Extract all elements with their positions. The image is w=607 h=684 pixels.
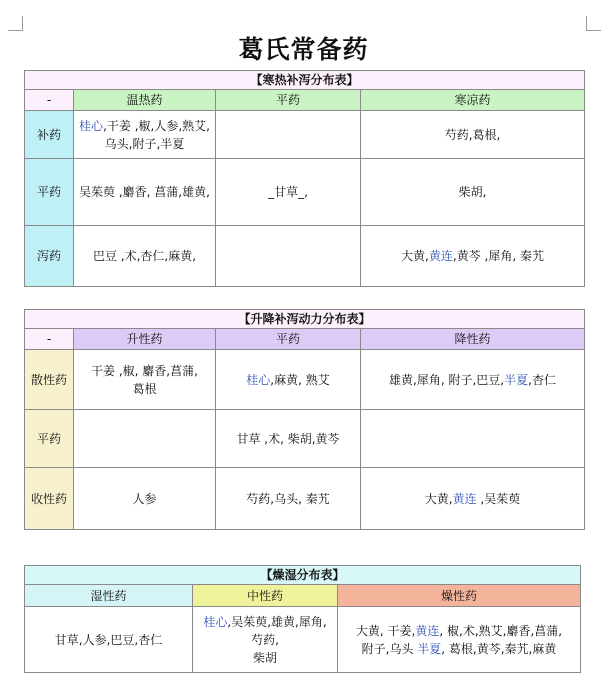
cell-dispersing-descending: 雄黄,犀角, 附子,巴豆,半夏,杏仁 <box>361 350 585 410</box>
row-label-purge: 泻药 <box>25 226 74 287</box>
cell-astringent-rising: 人参 <box>74 468 216 530</box>
header-dry: 燥性药 <box>338 585 581 607</box>
cell-neutral: 桂心,吴茱萸,雄黄,犀角, 芍药, 柴胡 <box>193 607 338 673</box>
cold-heat-table <box>24 70 585 287</box>
row-label-astringent: 收性药 <box>25 468 74 530</box>
header-neutral: 平药 <box>216 329 361 350</box>
cell-neutral-warm: 吴茱萸 ,麝香, 菖蒲,雄黄, <box>74 159 216 226</box>
cell-astringent-neutral: 芍药,乌头, 秦艽 <box>216 468 361 530</box>
cell-astringent-descending: 大黄,黄连 ,吴茱萸 <box>361 468 585 530</box>
cell-tonify-warm: 桂心,干姜 ,椒,人参,熟艾, 乌头,附子,半夏 <box>74 111 216 159</box>
page-corner-mark-left <box>8 16 23 31</box>
header-neutral: 平药 <box>216 90 361 111</box>
row-label-neutral: 平药 <box>25 159 74 226</box>
corner-cell: - <box>25 329 74 350</box>
cell-dispersing-neutral: 桂心,麻黄, 熟艾 <box>216 350 361 410</box>
row-label-neutral: 平药 <box>25 410 74 468</box>
cell-tonify-cold: 芍药,葛根, <box>361 111 585 159</box>
header-rising: 升性药 <box>74 329 216 350</box>
page-corner-mark-right <box>586 16 601 31</box>
header-descending: 降性药 <box>361 329 585 350</box>
document-title: 葛氏常备药 <box>238 35 369 64</box>
cell-neutral-cold: 柴胡, <box>361 159 585 226</box>
corner-cell: - <box>25 90 74 111</box>
cell-purge-warm: 巴豆 ,术,杏仁,麻黄, <box>74 226 216 287</box>
row-label-dispersing: 散性药 <box>25 350 74 410</box>
rise-fall-table <box>24 309 585 530</box>
header-damp: 湿性药 <box>25 585 193 607</box>
cell-dry: 大黄, 干姜,黄连, 椒,术,熟艾,麝香,菖蒲, 附子,乌头 半夏, 葛根,黄芩,秦艽,麻黄 <box>338 607 581 673</box>
cell-tonify-neutral <box>216 111 361 159</box>
table-caption: 【寒热补泻分布表】 <box>25 71 585 90</box>
cell-neutral-neutral: 甘草 ,术, 柴胡,黄芩 <box>216 410 361 468</box>
cell-purge-cold: 大黄,黄连,黄芩 ,犀角, 秦艽 <box>361 226 585 287</box>
header-warm-hot: 温热药 <box>74 90 216 111</box>
header-cold-cool: 寒凉药 <box>361 90 585 111</box>
cell-neutral-descending <box>361 410 585 468</box>
cell-neutral-rising <box>74 410 216 468</box>
cell-dispersing-rising: 干姜 ,椒, 麝香,菖蒲, 葛根 <box>74 350 216 410</box>
cell-purge-neutral <box>216 226 361 287</box>
table-caption: 【燥湿分布表】 <box>25 566 581 585</box>
cell-damp: 甘草,人参,巴豆,杏仁 <box>25 607 193 673</box>
table-caption: 【升降补泻动力分布表】 <box>25 310 585 329</box>
row-label-tonify: 补药 <box>25 111 74 159</box>
dry-damp-table <box>24 565 581 673</box>
cell-neutral-neutral: _甘草_, <box>216 159 361 226</box>
header-neutral: 中性药 <box>193 585 338 607</box>
